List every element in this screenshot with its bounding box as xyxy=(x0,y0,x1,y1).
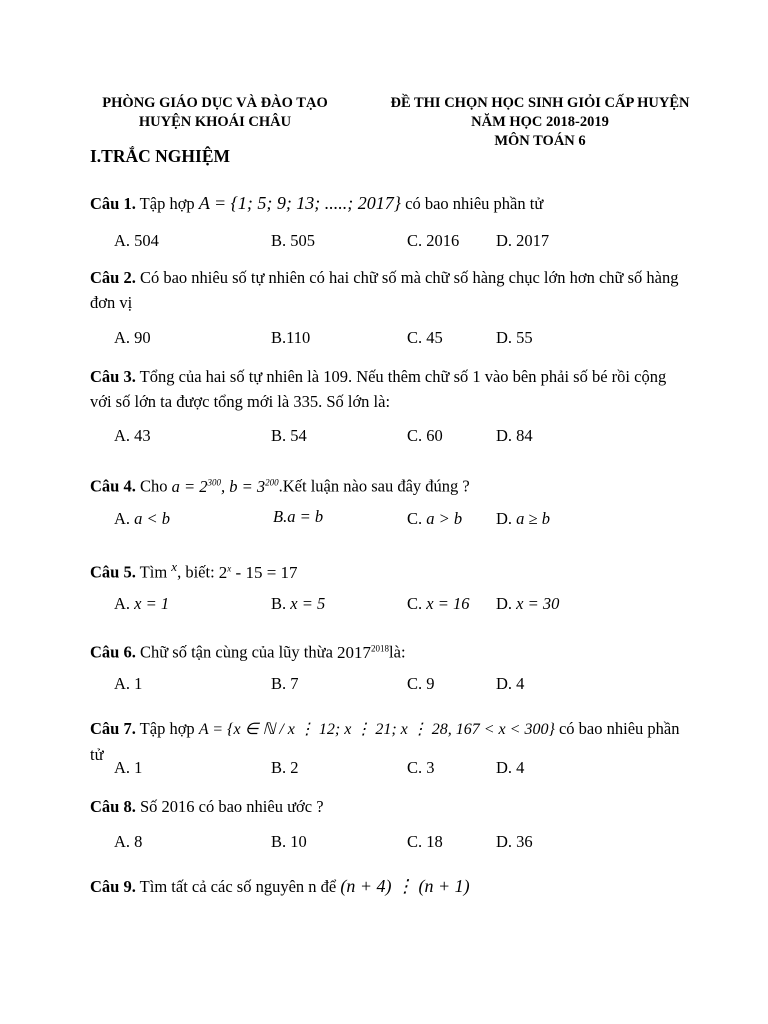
option-d[interactable]: D. 36 xyxy=(496,832,533,851)
question-5: Câu 5. Tìm $^x$, biết: 2$^x$ - 15 = 17 xyxy=(90,559,298,582)
option-c[interactable]: C. 60 xyxy=(407,426,443,445)
exam-header xyxy=(375,94,705,151)
options-4 xyxy=(0,509,768,535)
option-a[interactable]: A. 8 xyxy=(114,832,143,851)
option-a[interactable]: A. x = 1 xyxy=(114,594,170,613)
power-expression: $2017^{2018}$ xyxy=(337,642,390,662)
options-8 xyxy=(0,832,768,858)
option-d[interactable]: D. 55 xyxy=(496,328,533,347)
question-1: Câu 1. Tập hợp A = {1; 5; 9; 13; .....; 2017} có bao nhiêu phần tử xyxy=(90,193,544,213)
option-b[interactable]: B. 10 xyxy=(271,832,307,851)
option-b[interactable]: B. 2 xyxy=(271,758,299,777)
options-3 xyxy=(0,426,768,452)
option-b[interactable]: B.110 xyxy=(271,328,311,347)
exam-title: ĐỀ THI CHỌN HỌC SINH GIỎI CẤP HUYỆN xyxy=(390,95,690,111)
option-c[interactable]: C. 45 xyxy=(407,328,443,347)
option-b[interactable]: B. 505 xyxy=(271,231,316,250)
options-2 xyxy=(0,328,768,354)
expression-a: $a = 2^{300}$, $b = 3^{200}$ xyxy=(171,476,279,496)
option-d[interactable]: D. 4 xyxy=(496,758,525,777)
option-a[interactable]: A. a < b xyxy=(114,509,171,528)
variable-x: x xyxy=(171,559,178,574)
option-a[interactable]: A. 1 xyxy=(114,758,143,777)
option-b[interactable]: B.a = b xyxy=(273,507,324,526)
options-6 xyxy=(0,674,768,700)
option-d[interactable]: D. 84 xyxy=(496,426,533,445)
school-header xyxy=(90,94,340,132)
question-3: Câu 3. Tổng của hai số tự nhiên là 109. Nếu thêm chữ số 1 vào bên phải số bé rồi cộng với số lớn ta được tổng mới là 335. Số lớn là: xyxy=(90,367,667,411)
options-5 xyxy=(0,594,768,620)
set-expression: A = {1; 5; 9; 13; .....; 2017} xyxy=(198,193,401,213)
district-name: HUYỆN KHOÁI CHÂU xyxy=(138,114,292,130)
option-d[interactable]: D. x = 30 xyxy=(496,594,560,613)
option-c[interactable]: C. 9 xyxy=(407,674,435,693)
question-9: Câu 9. Tìm tất cả các số nguyên n để (n + 4) ⋮ (n + 1) xyxy=(90,876,470,896)
option-a[interactable]: A. 90 xyxy=(114,328,151,347)
option-b[interactable]: B. 7 xyxy=(271,674,299,693)
question-7: Câu 7. Tập hợp A = {x ∈ ℕ / x ⋮ 12; x ⋮ 21; x ⋮ 28, 167 < x < 300} có bao nhiêu phần tử xyxy=(90,719,680,764)
subject: MÔN TOÁN 6 xyxy=(494,133,586,149)
options-7 xyxy=(0,758,768,784)
question-2: Câu 2. Có bao nhiêu số tự nhiên có hai chữ số mà chữ số hàng chục lớn hơn chữ số hàng đơn vị xyxy=(90,268,679,312)
set-expression: A = {x ∈ ℕ / x ⋮ 12; x ⋮ 21; x ⋮ 28, 167 < x < 300} xyxy=(198,721,555,738)
question-8: Câu 8. Số 2016 có bao nhiêu ước ? xyxy=(90,797,324,816)
option-b[interactable]: B. 54 xyxy=(271,426,307,445)
option-d[interactable]: D. 2017 xyxy=(496,231,550,250)
equation: 2$^x$ - 15 = 17 xyxy=(218,562,298,582)
question-label: Câu 1. xyxy=(90,194,136,213)
option-a[interactable]: A. 1 xyxy=(114,674,143,693)
option-c[interactable]: C. 3 xyxy=(407,758,435,777)
question-6: Câu 6. Chữ số tận cùng của lũy thừa $2017^{2018}là$: xyxy=(90,642,406,662)
option-d[interactable]: D. a ≥ b xyxy=(496,509,550,528)
options-1 xyxy=(0,231,768,257)
option-d[interactable]: D. 4 xyxy=(496,674,525,693)
option-c[interactable]: C. x = 16 xyxy=(407,594,470,613)
section-title: I.TRẮC NGHIỆM xyxy=(90,146,231,166)
divisibility-expression: (n + 4) ⋮ (n + 1) xyxy=(340,876,470,896)
option-a[interactable]: A. 43 xyxy=(114,426,151,445)
department-name: PHÒNG GIÁO DỤC VÀ ĐÀO TẠO xyxy=(102,95,328,111)
option-c[interactable]: C. 2016 xyxy=(407,231,460,250)
option-a[interactable]: A. 504 xyxy=(114,231,159,250)
question-4: Câu 4. Cho $a = 2^{300}$, $b = 3^{200}.Kết$ luận nào sau đây đúng ? xyxy=(90,476,470,496)
school-year: NĂM HỌC 2018-2019 xyxy=(471,114,609,130)
option-c[interactable]: C. a > b xyxy=(407,509,463,528)
option-c[interactable]: C. 18 xyxy=(407,832,443,851)
option-b[interactable]: B. x = 5 xyxy=(271,594,326,613)
